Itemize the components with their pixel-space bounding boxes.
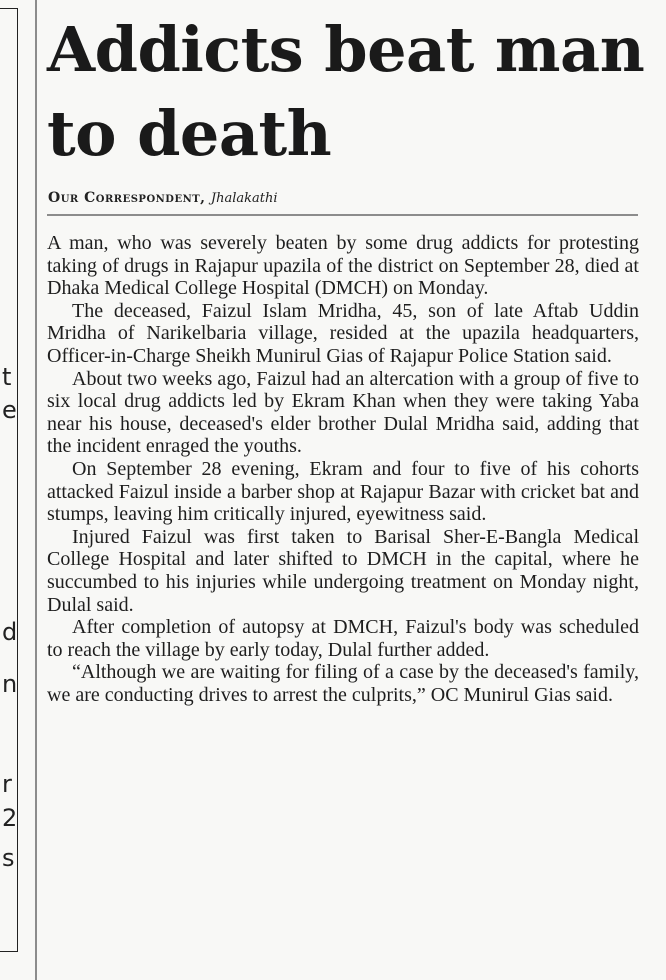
article-body bbox=[47, 232, 639, 706]
adjacent-column-fragment: n bbox=[2, 670, 18, 698]
paragraph: After completion of autopsy at DMCH, Faizul's body was scheduled to reach the village by early today, Dulal further added. bbox=[47, 616, 639, 661]
paragraph: A man, who was severely beaten by some drug addicts for protesting taking of drugs in Rajapur upazila of the district on September 28, died at Dhaka Medical College Hospital (DMCH) on Monday. bbox=[47, 232, 639, 300]
adjacent-column-fragment: 2 bbox=[2, 804, 18, 832]
paragraph: About two weeks ago, Faizul had an altercation with a group of five to six local drug addicts led by Ekram Khan when they were taking Yaba near his house, deceased's elder brother Dulal Mridha said, adding that the incident enraged the youths. bbox=[47, 367, 639, 458]
paragraph: Injured Faizul was first taken to Barisal Sher-E-Bangla Medical College Hospital and later shifted to DMCH in the capital, where he succumbed to his injuries while undergoing treatment on Monday night, Dulal said. bbox=[47, 525, 639, 616]
adjacent-column-fragment: e bbox=[2, 396, 17, 424]
paragraph: The deceased, Faizul Islam Mridha, 45, son of late Aftab Uddin Mridha of Narikelbaria village, resided at the upazila headquarters, Officer-in-Charge Sheikh Munirul Gias of Rajapur Police Station said. bbox=[47, 299, 639, 367]
adjacent-column-fragment: d bbox=[2, 618, 18, 646]
column-divider bbox=[35, 0, 37, 980]
byline bbox=[48, 189, 278, 208]
byline-rule bbox=[47, 214, 638, 216]
byline-author: Our Correspondent, bbox=[48, 190, 206, 206]
adjacent-column-fragment: t bbox=[2, 363, 12, 391]
paragraph: On September 28 evening, Ekram and four to five of his cohorts attacked Faizul inside a barber shop at Rajapur Bazar with cricket bat and stumps, leaving him critically injured, eyewitness said. bbox=[47, 457, 639, 526]
adjacent-column-fragment: r bbox=[2, 770, 12, 798]
byline-location: Jhalakathi bbox=[210, 191, 278, 206]
paragraph: “Although we are waiting for filing of a case by the deceased's family, we are conducting drives to arrest the culprits,” OC Munirul Gias said. bbox=[47, 661, 639, 706]
headline: Addicts beat man to death bbox=[47, 13, 645, 170]
adjacent-column-fragment: s bbox=[2, 844, 15, 872]
